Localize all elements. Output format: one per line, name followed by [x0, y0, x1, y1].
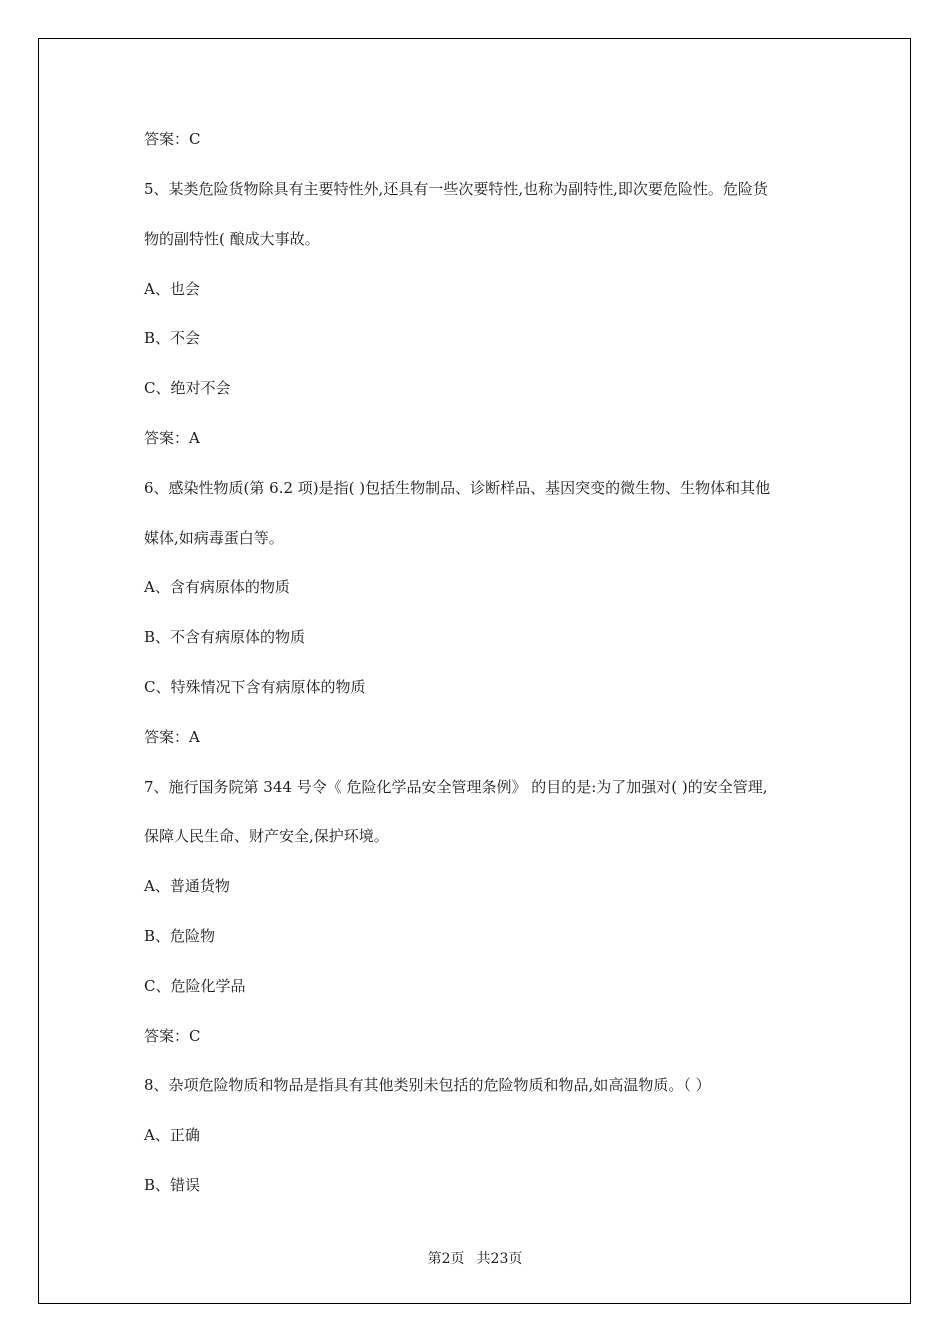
question-7-line-1: 7、施行国务院第 344 号令《 危险化学品安全管理条例》 的目的是:为了加强对( )的安全管理,: [144, 778, 768, 796]
question-6-option-c: C、特殊情况下含有病原体的物质: [144, 678, 366, 696]
question-6-line-1: 6、感染性物质(第 6.2 项)是指( )包括生物制品、诊断样品、基因突变的微生物、生物体和其他: [144, 479, 771, 497]
page-total: 共23页: [476, 1251, 523, 1267]
page-border: [38, 38, 911, 1304]
answer-5: 答案：A: [144, 429, 200, 447]
question-5-option-a: A、也会: [144, 280, 200, 298]
question-6-option-b: B、不含有病原体的物质: [144, 628, 306, 646]
question-7-option-a: A、普通货物: [144, 877, 230, 895]
question-7-line-2: 保障人民生命、财产安全,保护环境。: [144, 827, 389, 845]
page-number: 第2页: [427, 1251, 465, 1267]
question-5-option-b: B、不会: [144, 329, 201, 347]
answer-7: 答案：C: [144, 1027, 201, 1045]
question-8-line-1: 8、杂项危险物质和物品是指具有其他类别未包括的危险物质和物品,如高温物质。（ ）: [144, 1076, 711, 1094]
question-5-line-1: 5、某类危险货物除具有主要特性外,还具有一些次要特性,也称为副特性,即次要危险性。危险货: [144, 180, 768, 198]
question-8-option-a: A、正确: [144, 1126, 200, 1144]
question-6-option-a: A、含有病原体的物质: [144, 578, 290, 596]
question-5-option-c: C、绝对不会: [144, 379, 231, 397]
page-footer: [0, 1248, 950, 1268]
question-8-option-b: B、错误: [144, 1176, 201, 1194]
answer-4: 答案：C: [144, 130, 201, 148]
question-7-option-b: B、危险物: [144, 927, 216, 945]
question-6-line-2: 媒体,如病毒蛋白等。: [144, 529, 284, 547]
question-7-option-c: C、危险化学品: [144, 977, 246, 995]
answer-6: 答案：A: [144, 728, 200, 746]
question-5-line-2: 物的副特性( 酿成大事故。: [144, 230, 320, 248]
